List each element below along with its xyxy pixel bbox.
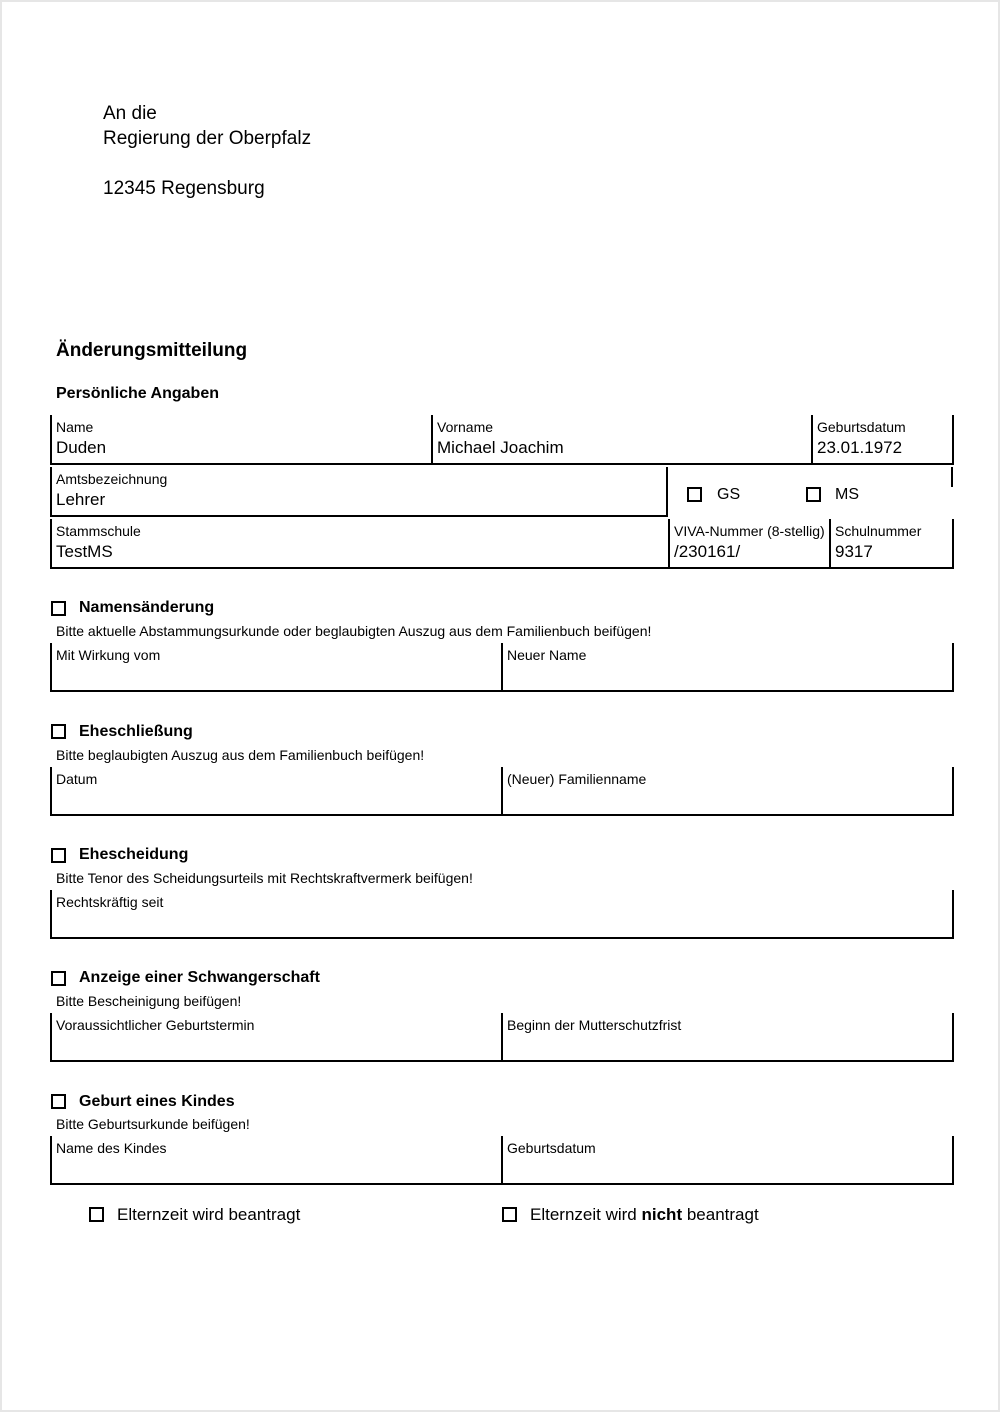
familienname-label: (Neuer) Familienname bbox=[507, 771, 647, 787]
schulnummer-field[interactable] bbox=[829, 519, 954, 569]
ehescheidung-title: Ehescheidung bbox=[79, 846, 189, 863]
kind-name-label: Name des Kindes bbox=[56, 1140, 167, 1156]
datum-field[interactable] bbox=[50, 767, 502, 816]
geburtsdatum-label: Geburtsdatum bbox=[817, 419, 906, 435]
divider bbox=[951, 467, 953, 487]
mutterschutz-field[interactable] bbox=[501, 1013, 954, 1062]
vorname-field[interactable] bbox=[431, 415, 811, 465]
rechtskraeftig-label: Rechtskräftig seit bbox=[56, 894, 164, 910]
namensaenderung-hint: Bitte aktuelle Abstammungsurkunde oder beglaubigten Auszug aus dem Familienbuch beifügen! bbox=[56, 623, 652, 639]
schulnummer-label: Schulnummer bbox=[835, 523, 922, 539]
stammschule-value: TestMS bbox=[56, 542, 113, 561]
kind-geburtsdatum-field[interactable] bbox=[501, 1136, 954, 1185]
geburt-hint: Bitte Geburtsurkunde beifügen! bbox=[56, 1116, 250, 1132]
ehescheidung-hint: Bitte Tenor des Scheidungsurteils mit Rechtskraftvermerk beifügen! bbox=[56, 870, 473, 886]
geburt-title: Geburt eines Kindes bbox=[79, 1093, 235, 1110]
elternzeit-ja-checkbox[interactable] bbox=[89, 1207, 104, 1222]
address-line-2: Regierung der Oberpfalz bbox=[103, 128, 312, 149]
name-field[interactable] bbox=[50, 415, 431, 465]
stammschule-field[interactable] bbox=[50, 519, 668, 569]
datum-label: Datum bbox=[56, 771, 98, 787]
wirkung-label: Mit Wirkung vom bbox=[56, 647, 161, 663]
elternzeit-nein-pre: Elternzeit wird bbox=[530, 1205, 637, 1224]
kind-geburtsdatum-label: Geburtsdatum bbox=[507, 1140, 596, 1156]
geburtstermin-label: Voraussichtlicher Geburtstermin bbox=[56, 1017, 255, 1033]
schwangerschaft-title: Anzeige einer Schwangerschaft bbox=[79, 969, 320, 986]
familienname-field[interactable] bbox=[501, 767, 954, 816]
elternzeit-nein-post: beantragt bbox=[686, 1205, 759, 1224]
amtsbezeichnung-value: Lehrer bbox=[56, 490, 106, 509]
gs-checkbox[interactable] bbox=[687, 487, 702, 502]
wirkung-field[interactable] bbox=[50, 643, 502, 692]
namensaenderung-title: Namensänderung bbox=[79, 599, 215, 616]
geburtsdatum-field[interactable] bbox=[811, 415, 954, 465]
neuer-name-field[interactable] bbox=[501, 643, 954, 692]
geburtsdatum-value: 23.01.1972 bbox=[817, 438, 903, 457]
viva-value: /230161/ bbox=[674, 542, 741, 561]
neuer-name-label: Neuer Name bbox=[507, 647, 587, 663]
ms-label: MS bbox=[835, 486, 859, 503]
eheschliessung-checkbox[interactable] bbox=[51, 724, 66, 739]
elternzeit-nein-checkbox[interactable] bbox=[502, 1207, 517, 1222]
eheschliessung-hint: Bitte beglaubigten Auszug aus dem Familienbuch beifügen! bbox=[56, 747, 425, 763]
elternzeit-ja-label: Elternzeit wird beantragt bbox=[117, 1205, 301, 1224]
name-value: Duden bbox=[56, 438, 107, 457]
form-title: Änderungsmitteilung bbox=[56, 340, 248, 361]
mutterschutz-label: Beginn der Mutterschutzfrist bbox=[507, 1017, 682, 1033]
vorname-label: Vorname bbox=[437, 419, 494, 435]
schwangerschaft-hint: Bitte Bescheinigung beifügen! bbox=[56, 993, 242, 1009]
personal-heading: Persönliche Angaben bbox=[56, 385, 219, 402]
elternzeit-nein-label bbox=[530, 1205, 759, 1225]
gs-label: GS bbox=[717, 486, 741, 503]
viva-label: VIVA-Nummer (8-stellig) bbox=[674, 523, 825, 539]
viva-field[interactable] bbox=[668, 519, 829, 569]
geburt-checkbox[interactable] bbox=[51, 1094, 66, 1109]
amtsbezeichnung-label: Amtsbezeichnung bbox=[56, 471, 168, 487]
address-city: 12345 Regensburg bbox=[103, 178, 265, 199]
kind-name-field[interactable] bbox=[50, 1136, 502, 1185]
schwangerschaft-checkbox[interactable] bbox=[51, 971, 66, 986]
namensaenderung-checkbox[interactable] bbox=[51, 601, 66, 616]
eheschliessung-title: Eheschließung bbox=[79, 723, 193, 740]
name-label: Name bbox=[56, 419, 94, 435]
elternzeit-nein-bold: nicht bbox=[641, 1205, 683, 1224]
schulnummer-value: 9317 bbox=[835, 542, 873, 561]
rechtskraeftig-field[interactable] bbox=[50, 890, 954, 939]
vorname-value: Michael Joachim bbox=[437, 438, 564, 457]
ehescheidung-checkbox[interactable] bbox=[51, 848, 66, 863]
amtsbezeichnung-field[interactable] bbox=[50, 467, 668, 517]
geburtstermin-field[interactable] bbox=[50, 1013, 502, 1062]
address-line-1: An die bbox=[103, 103, 157, 124]
ms-checkbox[interactable] bbox=[806, 487, 821, 502]
stammschule-label: Stammschule bbox=[56, 523, 141, 539]
